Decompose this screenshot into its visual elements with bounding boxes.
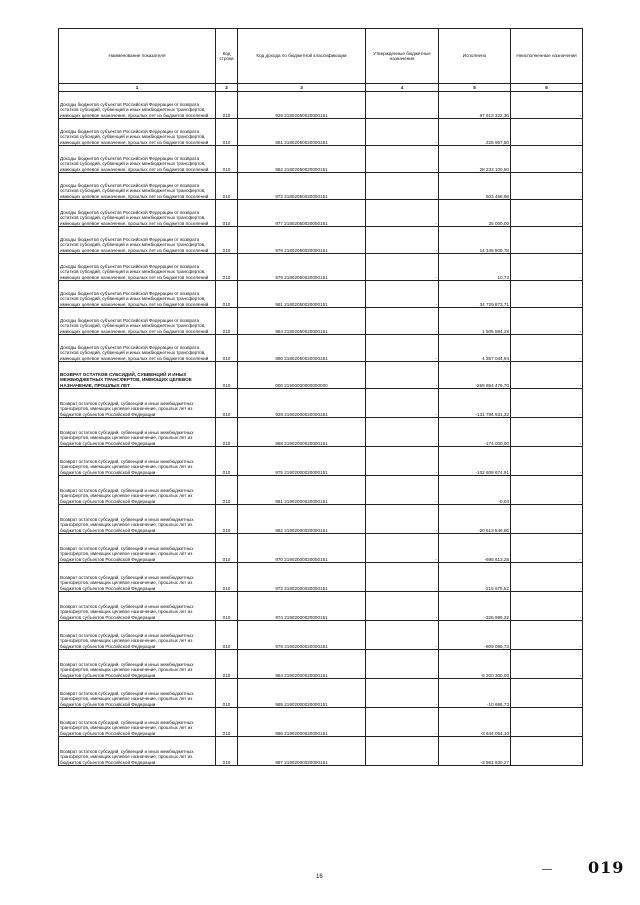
table-row [59,621,583,650]
row-name: Возврат остатков субсидий, субвенций и иных межбюджетных трансфертов, имеющих целевое назначение, прошлых лет из бюджетов субъектов Российской Федерации [59,418,216,447]
row-budget-code: 970 21902000020000151 [238,534,366,563]
row-budget-code: 000 21900000000000000 [238,362,366,389]
row-unfulfilled: - [511,227,583,254]
row-approved: - [366,119,439,146]
column-index-row [59,84,583,92]
row-name: Доходы бюджетов субъектов Российской Федерации от возврата остатков субсидий, субвенций и иных межбюджетных трансфертов, имеющих целевое назначение, прошлых лет из бюджетов поселений [59,146,216,173]
row-approved: - [366,146,439,173]
row-executed: 14 145 909,78 [439,227,511,254]
table-row [59,200,583,227]
row-name: Возврат остатков субсидий, субвенций и иных межбюджетных трансфертов, имеющих целевое назначение, прошлых лет из бюджетов субъектов Российской Федерации [59,708,216,737]
row-name: Доходы бюджетов субъектов Российской Федерации от возврата остатков субсидий, субвенций и иных межбюджетных трансфертов, имеющих целевое назначение, прошлых лет из бюджетов поселений [59,254,216,281]
row-unfulfilled: - [511,505,583,534]
row-executed: -10 686,73 [439,679,511,708]
row-code: 010 [216,308,238,335]
row-budget-code: 972 21802050020000151 [238,173,366,200]
header-code: Код строки [216,29,238,84]
row-budget-code: 961 21802050020000151 [238,119,366,146]
row-approved: - [366,92,439,119]
row-approved: - [366,335,439,362]
row-approved: - [366,418,439,447]
archive-stamp-number: 019 [588,858,625,877]
row-executed: -215 675,52 [439,563,511,592]
row-code: 010 [216,146,238,173]
row-unfulfilled: - [511,418,583,447]
row-name: Доходы бюджетов субъектов Российской Федерации от возврата остатков субсидий, субвенций и иных межбюджетных трансфертов, имеющих целевое назначение, прошлых лет из бюджетов поселений [59,335,216,362]
col-index: 1 [59,84,216,92]
row-unfulfilled: - [511,534,583,563]
row-name: Доходы бюджетов субъектов Российской Федерации от возврата остатков субсидий, субвенций и иных межбюджетных трансфертов, имеющих целевое назначение, прошлых лет из бюджетов поселений [59,119,216,146]
row-unfulfilled: - [511,389,583,418]
row-executed: 225 967,50 [439,119,511,146]
row-code: 010 [216,563,238,592]
row-executed: -0,04 [439,476,511,505]
row-executed: -20 513 546,86 [439,505,511,534]
row-unfulfilled: - [511,679,583,708]
table-row [59,227,583,254]
table-row [59,119,583,146]
row-budget-code: 978 21802050020000151 [238,227,366,254]
table-row [59,335,583,362]
row-unfulfilled: - [511,254,583,281]
row-approved: - [366,281,439,308]
row-approved: - [366,621,439,650]
row-budget-code: 990 21802050020000151 [238,335,366,362]
row-name: Возврат остатков субсидий, субвенций и иных межбюджетных трансфертов, имеющих целевое назначение, прошлых лет из бюджетов субъектов Российской Федерации [59,621,216,650]
row-budget-code: 984 21902000020000151 [238,650,366,679]
row-approved: - [366,708,439,737]
row-name: Возврат остатков субсидий, субвенций и иных межбюджетных трансфертов, имеющих целевое назначение, прошлых лет из бюджетов субъектов Российской Федерации [59,534,216,563]
row-budget-code: 981 21902000020000151 [238,476,366,505]
table-row [59,592,583,621]
row-code: 010 [216,119,238,146]
row-budget-code: 984 21802050020000151 [238,308,366,335]
row-budget-code: 968 21902000020000151 [238,418,366,447]
row-code: 010 [216,447,238,476]
row-executed: 10,73 [439,254,511,281]
row-name: Возврат остатков субсидий, субвенций и иных межбюджетных трансфертов, имеющих целевое назначение, прошлых лет из бюджетов субъектов Российской Федерации [59,592,216,621]
row-executed: -3 644 054,10 [439,708,511,737]
row-name: Доходы бюджетов субъектов Российской Федерации от возврата остатков субсидий, субвенций и иных межбюджетных трансфертов, имеющих целевое назначение, прошлых лет из бюджетов поселений [59,281,216,308]
row-name: Доходы бюджетов субъектов Российской Федерации от возврата остатков субсидий, субвенций и иных межбюджетных трансфертов, имеющих целевое назначение, прошлых лет из бюджетов поселений [59,173,216,200]
row-unfulfilled: - [511,308,583,335]
row-approved: - [366,679,439,708]
table-row [59,650,583,679]
col-index: 2 [216,84,238,92]
table-row [59,254,583,281]
table-row [59,679,583,708]
row-code: 010 [216,92,238,119]
row-code: 010 [216,505,238,534]
row-name: Доходы бюджетов субъектов Российской Федерации от возврата остатков субсидий, субвенций и иных межбюджетных трансфертов, имеющих целевое назначение, прошлых лет из бюджетов поселений [59,227,216,254]
row-unfulfilled: - [511,650,583,679]
row-budget-code: 929 21802050020000151 [238,92,366,119]
row-approved: - [366,362,439,389]
row-name: Доходы бюджетов субъектов Российской Федерации от возврата остатков субсидий, субвенций и иных межбюджетных трансфертов, имеющих целевое назначение, прошлых лет из бюджетов поселений [59,308,216,335]
row-name: Возврат остатков субсидий, субвенций и иных межбюджетных трансфертов, имеющих целевое назначение, прошлых лет из бюджетов субъектов Российской Федерации [59,389,216,418]
row-approved: - [366,476,439,505]
col-index: 3 [238,84,366,92]
row-budget-code: 974 21902000020000151 [238,592,366,621]
table-row [59,389,583,418]
row-budget-code: 977 21802050020000151 [238,200,366,227]
row-approved: - [366,173,439,200]
row-budget-code: 929 21902000020000151 [238,389,366,418]
row-executed: 1 505 594,28 [439,308,511,335]
header-unfulfilled: Неисполненные назначения [511,29,583,84]
report-sheet [58,28,582,766]
budget-table [58,28,583,766]
row-code: 010 [216,592,238,621]
table-row [59,505,583,534]
row-approved: - [366,200,439,227]
row-unfulfilled: - [511,146,583,173]
row-executed: 67 613 322,36 [439,92,511,119]
row-unfulfilled: - [511,92,583,119]
stamp-dash: — [542,864,552,875]
row-code: 010 [216,254,238,281]
row-budget-code: 986 21902000020000151 [238,708,366,737]
row-code: 010 [216,418,238,447]
col-index: 6 [511,84,583,92]
row-executed: -102 608 674,91 [439,447,511,476]
header-executed: Исполнено [439,29,511,84]
header-name: Наименование показателя [59,29,216,84]
row-name: Возврат остатков субсидий, субвенций и иных межбюджетных трансфертов, имеющих целевое назначение, прошлых лет из бюджетов субъектов Российской Федерации [59,505,216,534]
row-code: 010 [216,389,238,418]
row-name: Доходы бюджетов субъектов Российской Федерации от возврата остатков субсидий, субвенций и иных межбюджетных трансфертов, имеющих целевое назначение, прошлых лет из бюджетов поселений [59,200,216,227]
row-name: Возврат остатков субсидий, субвенций и иных межбюджетных трансфертов, имеющих целевое назначение, прошлых лет из бюджетов субъектов Российской Федерации [59,737,216,766]
row-unfulfilled: - [511,119,583,146]
row-unfulfilled: - [511,592,583,621]
row-name: ВОЗВРАТ ОСТАТКОВ СУБСИДИЙ, СУБВЕНЦИЙ И ИНЫХ МЕЖБЮДЖЕТНЫХ ТРАНСФЕРТОВ, ИМЕЮЩИХ ЦЕЛЕВОЕ НАЗНАЧЕНИЕ, ПРОШЛЫХ ЛЕТ [59,362,216,389]
row-name: Возврат остатков субсидий, субвенций и иных межбюджетных трансфертов, имеющих целевое назначение, прошлых лет из бюджетов субъектов Российской Федерации [59,563,216,592]
row-code: 010 [216,173,238,200]
row-code: 010 [216,534,238,563]
row-budget-code: 975 21902000020000151 [238,447,366,476]
row-executed: 4 357 044,94 [439,335,511,362]
row-budget-code: 962 21802050020000151 [238,146,366,173]
row-unfulfilled: - [511,737,583,766]
row-name: Возврат остатков субсидий, субвенций и иных межбюджетных трансфертов, имеющих целевое назначение, прошлых лет из бюджетов субъектов Российской Федерации [59,476,216,505]
row-approved: - [366,534,439,563]
row-executed: 28 233 100,50 [439,146,511,173]
row-unfulfilled: - [511,173,583,200]
row-name: Возврат остатков субсидий, субвенций и иных межбюджетных трансфертов, имеющих целевое назначение, прошлых лет из бюджетов субъектов Российской Федерации [59,447,216,476]
row-unfulfilled: - [511,335,583,362]
row-approved: - [366,505,439,534]
row-unfulfilled: - [511,281,583,308]
row-budget-code: 979 21802050020000151 [238,254,366,281]
row-executed: -326 989,22 [439,592,511,621]
row-name: Доходы бюджетов субъектов Российской Федерации от возврата остатков субсидий, субвенций и иных межбюджетных трансфертов, имеющих целевое назначение, прошлых лет из бюджетов поселений [59,92,216,119]
col-index: 5 [439,84,511,92]
row-executed: -174 000,00 [439,418,511,447]
table-row [59,534,583,563]
table-row [59,476,583,505]
row-budget-code: 981 21802050020000151 [238,281,366,308]
table-row [59,737,583,766]
row-unfulfilled: - [511,621,583,650]
row-code: 010 [216,476,238,505]
table-row [59,146,583,173]
table-row [59,362,583,389]
row-executed: -695 613,28 [439,534,511,563]
row-budget-code: 985 21902000020000151 [238,679,366,708]
row-approved: - [366,254,439,281]
row-executed: 25 000,00 [439,200,511,227]
row-code: 010 [216,708,238,737]
table-body [59,92,583,766]
row-executed: -809 095,73 [439,621,511,650]
header-approved: Утвержденные бюджетные назначения [366,29,439,84]
row-unfulfilled: - [511,447,583,476]
table-row [59,708,583,737]
row-unfulfilled: - [511,708,583,737]
row-unfulfilled: - [511,563,583,592]
page-number: 16 [316,874,323,880]
row-budget-code: 979 21902000020000151 [238,621,366,650]
row-approved: - [366,389,439,418]
row-code: 010 [216,737,238,766]
row-unfulfilled: - [511,200,583,227]
row-code: 010 [216,281,238,308]
row-approved: - [366,563,439,592]
row-code: 010 [216,621,238,650]
row-approved: - [366,308,439,335]
row-approved: - [366,592,439,621]
row-budget-code: 972 21902000020000151 [238,563,366,592]
row-name: Возврат остатков субсидий, субвенций и иных межбюджетных трансфертов, имеющих целевое назначение, прошлых лет из бюджетов субъектов Российской Федерации [59,650,216,679]
row-code: 010 [216,200,238,227]
row-executed: -6 200 300,00 [439,650,511,679]
row-approved: - [366,737,439,766]
table-row [59,418,583,447]
row-approved: - [366,447,439,476]
header-bc: Код дохода по бюджетной классификации [238,29,366,84]
row-executed: -131 794 631,32 [439,389,511,418]
row-executed: 503 468,98 [439,173,511,200]
row-name: Возврат остатков субсидий, субвенций и иных межбюджетных трансфертов, имеющих целевое назначение, прошлых лет из бюджетов субъектов Российской Федерации [59,679,216,708]
table-row [59,308,583,335]
col-index: 4 [366,84,439,92]
table-row [59,563,583,592]
table-row [59,281,583,308]
row-code: 010 [216,650,238,679]
row-executed: 34 729 873,71 [439,281,511,308]
row-budget-code: 987 21902000020000151 [238,737,366,766]
row-unfulfilled: - [511,362,583,389]
row-budget-code: 962 21902000020000151 [238,505,366,534]
table-row [59,92,583,119]
header-row [59,29,583,84]
row-executed: -269 854 476,70 [439,362,511,389]
row-unfulfilled: - [511,476,583,505]
row-code: 010 [216,362,238,389]
table-row [59,173,583,200]
row-approved: - [366,650,439,679]
row-code: 010 [216,227,238,254]
row-executed: -3 861 630,27 [439,737,511,766]
row-approved: - [366,227,439,254]
table-row [59,447,583,476]
row-code: 010 [216,335,238,362]
row-code: 010 [216,679,238,708]
